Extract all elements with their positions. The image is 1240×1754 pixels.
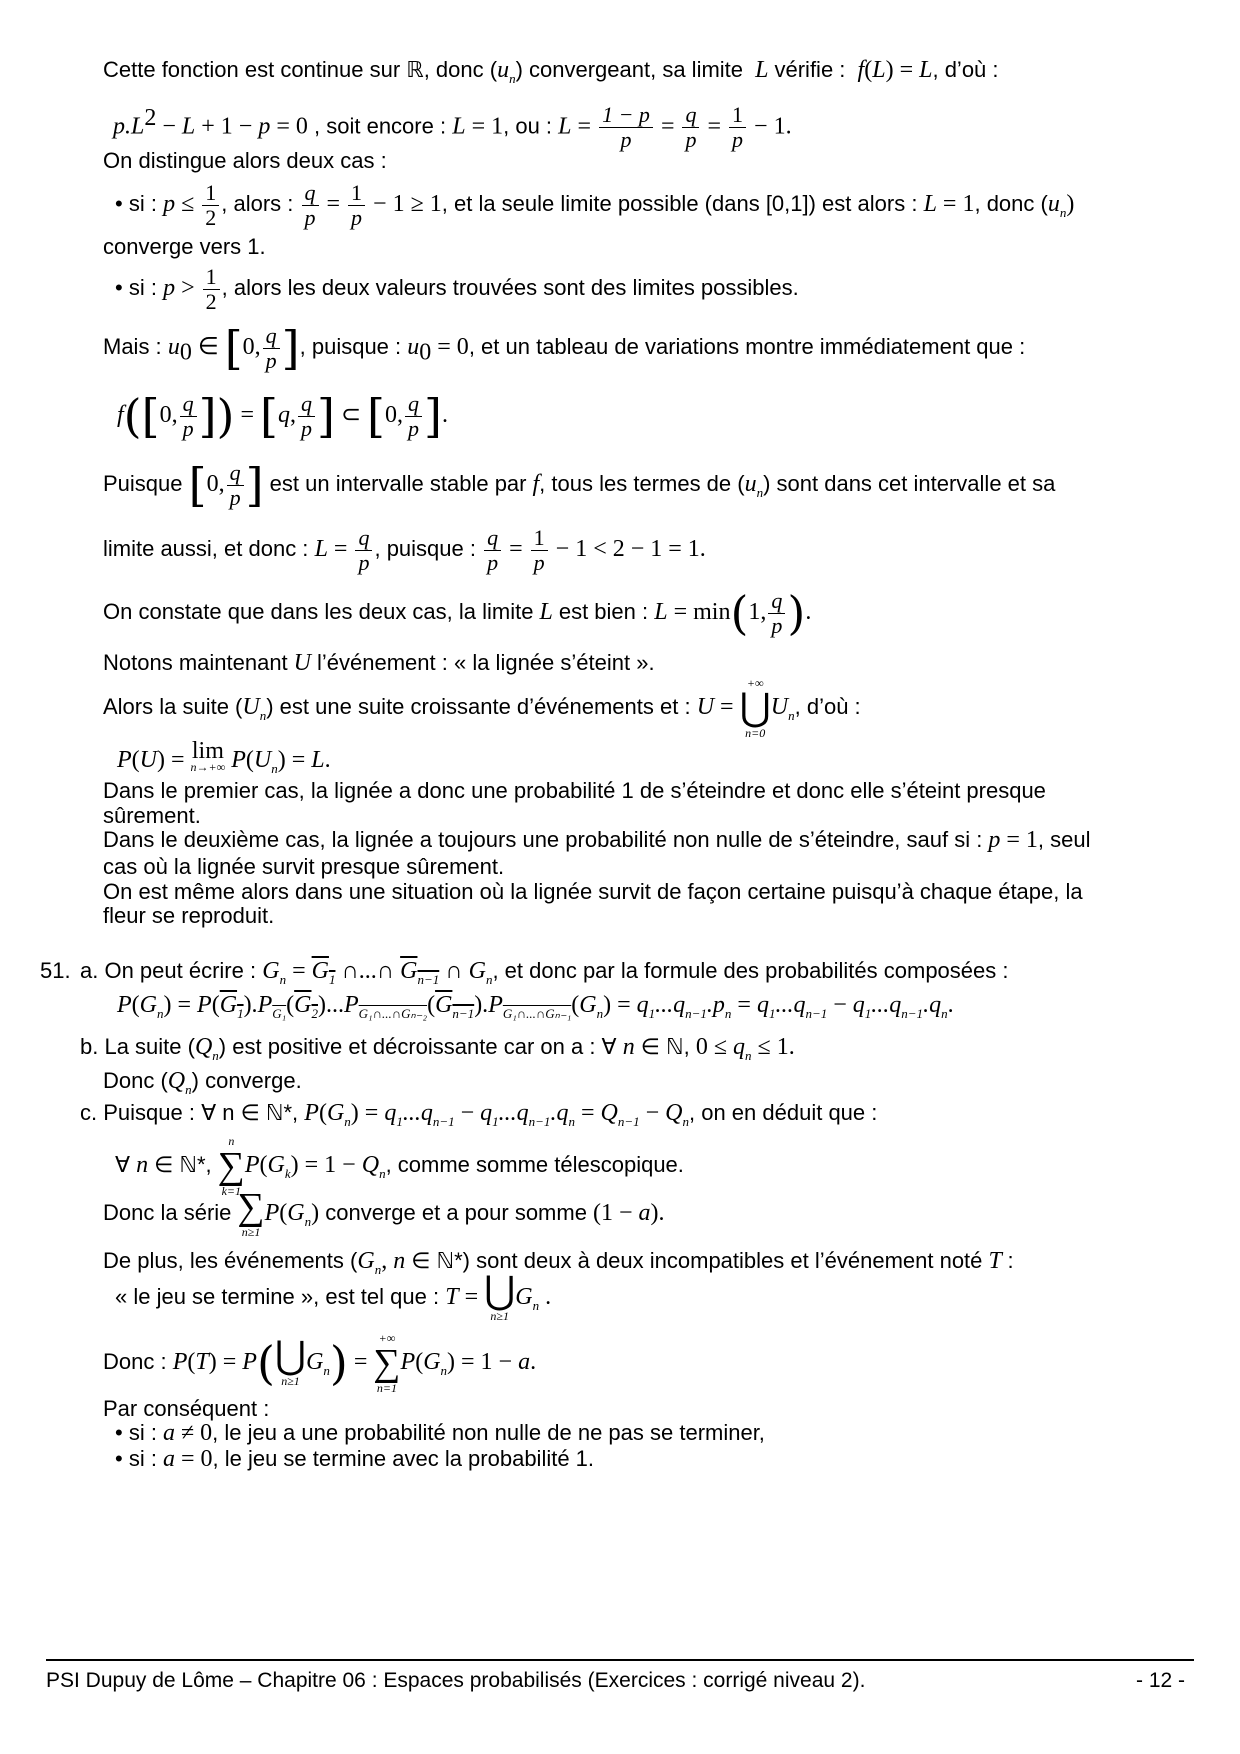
text-line: Par conséquent : — [103, 1396, 270, 1421]
text-line: Alors la suite $(U_n)$ est une suite croissante d’événements et : U = +∞ ⋃ $n=0U_n$, d’où : — [103, 676, 861, 740]
text-line: De plus, les événements ($G_n$, n ∈ ℕ*) sont deux à deux incompatibles et l’événement noté T : — [103, 1248, 1014, 1277]
text-line: limite aussi, et donc : L = $\frac{q}{p}$ , puisque : $\frac{q}{p}$ = $\frac{1}{p}$ − 1 < 2 − 1 = 1. — [103, 524, 706, 575]
footer-rule — [46, 1659, 1194, 1661]
text-line: Notons maintenant U l’événement : « la lignée s’éteint ». — [103, 650, 655, 676]
case-line: • si : a ≠ 0, le jeu a une probabilité non nulle de ne pas se terminer, — [115, 1420, 765, 1446]
text-line: b. La suite $(Q_n)$ est positive et décroissante car on a : ∀ n ∈ ℕ, $0 \le q_n \le 1$. — [80, 1034, 795, 1063]
case-line: • si : p ≤ $\frac{1}{2}$ , alors : $\frac{q}{p}$ = $\frac{1}{p}$ − 1 ≥ 1, et la seule limite possible (dans [0,1]) est alors : L = 1, donc $(u_n)$ — [115, 179, 1075, 230]
equation-line: ∀ n ∈ ℕ*, n ∑ $k=1P(G_k) = 1 - Q_n$, comme somme télescopique. — [115, 1134, 684, 1198]
equation-line: f([0, $\frac{q}{p}$ ]) = [q, $\frac{q}{p}$ ] ⊂ [0, $\frac{q}{p}$ ]. — [117, 389, 448, 444]
text-line: Dans le premier cas, la lignée a donc une probabilité 1 de s’éteindre et donc elle s’éteint presque — [103, 778, 1046, 803]
text-line: Puisque [0, $\frac{q}{p}$ ] est un intervalle stable par f, tous les termes de $(u_n)$ sont dans cet intervalle et sa — [103, 458, 1056, 513]
equation-line: $p.L^2 - L + 1 - p = 0$ , soit encore : L = 1, ou : L = $\frac{1 - p}{p}$ = $\frac{q}{p}$ = $\frac{1}{p}$ − 1. — [113, 102, 792, 153]
text-line: cas où la lignée survit presque sûrement. — [103, 854, 505, 879]
text-line: Donc la série ∑ $n\ge 1P(G_n)$ converge et a pour somme (1 − a). — [103, 1186, 665, 1240]
equation-line: P(U) = lim n→+∞ $P(U_n) = L$. — [117, 738, 331, 776]
text-line: Mais : $u_0$ ∈ [0, $\frac{q}{p}$ ], puisque : $u_0 = 0$, et un tableau de variations montre immédiatement que : — [103, 321, 1026, 376]
text-line: « le jeu se termine », est tel que : T = ⋃ $n\ge 1G_n$ . — [115, 1270, 552, 1324]
text-line: On constate que dans les deux cas, la limite L est bien : L = min(1, $\frac{q}{p}$ ). — [103, 586, 812, 641]
footer-text: PSI Dupuy de Lôme – Chapitre 06 : Espaces probabilisés (Exercices : corrigé niveau 2). — [46, 1669, 866, 1692]
text-line: Donc $(Q_n)$ converge. — [103, 1068, 302, 1097]
text-line: fleur se reproduit. — [103, 903, 275, 928]
page-number: - 12 - — [1136, 1669, 1186, 1692]
text-line: Cette fonction est continue sur ℝ, donc $(u_n)$ convergeant, sa limite L vérifie : f(L) = L, d’où : — [103, 57, 999, 86]
case-line: • si : a = 0, le jeu se termine avec la probabilité 1. — [115, 1446, 595, 1472]
text-line: converge vers 1. — [103, 234, 266, 259]
text-line: Dans le deuxième cas, la lignée a toujours une probabilité non nulle de s’éteindre, sauf si : p = 1, seul — [103, 827, 1091, 853]
text-line: c. Puisque : ∀ n ∈ ℕ*, $P(G_n) = q_1...q_{n-1} - q_1...q_{n-1}.q_n = Q_{n-1} - Q_n$, on en déduit que : — [80, 1100, 878, 1129]
text-line: On est même alors dans une situation où la lignée survit de façon certaine puisqu’à chaque étape, la — [103, 879, 1083, 904]
text-line: On distingue alors deux cas : — [103, 148, 387, 173]
equation-line: $P(G_n) = P(G_1).P_{G_1}(G_2)...P_{G_1\cap...\cap G_{n-2}}(G_{n-1}).P_{G_1\cap...\cap G_{n-1}}(G_n) = q_1...q_{n-1}.p_n = q_1...q_{n-1} - q_1...q_{n-1}.q_n$. — [117, 992, 954, 1021]
case-line: • si : p > $\frac{1}{2}$ , alors les deux valeurs trouvées sont des limites possibles. — [115, 263, 799, 314]
exercise-number: 51. — [40, 958, 71, 983]
text-line: sûrement. — [103, 803, 201, 828]
equation-line: Donc : P(T) = P( ⋃ $n\ge 1G_n$) = +∞ ∑ $n=1P(G_n) = 1 - a$. — [103, 1331, 537, 1396]
text-line: a. On peut écrire : $G_n = G_1$ ∩...∩ $G_{n-1}$ ∩ $G_n$, et donc par la formule des probabilités composées : — [80, 958, 1009, 987]
